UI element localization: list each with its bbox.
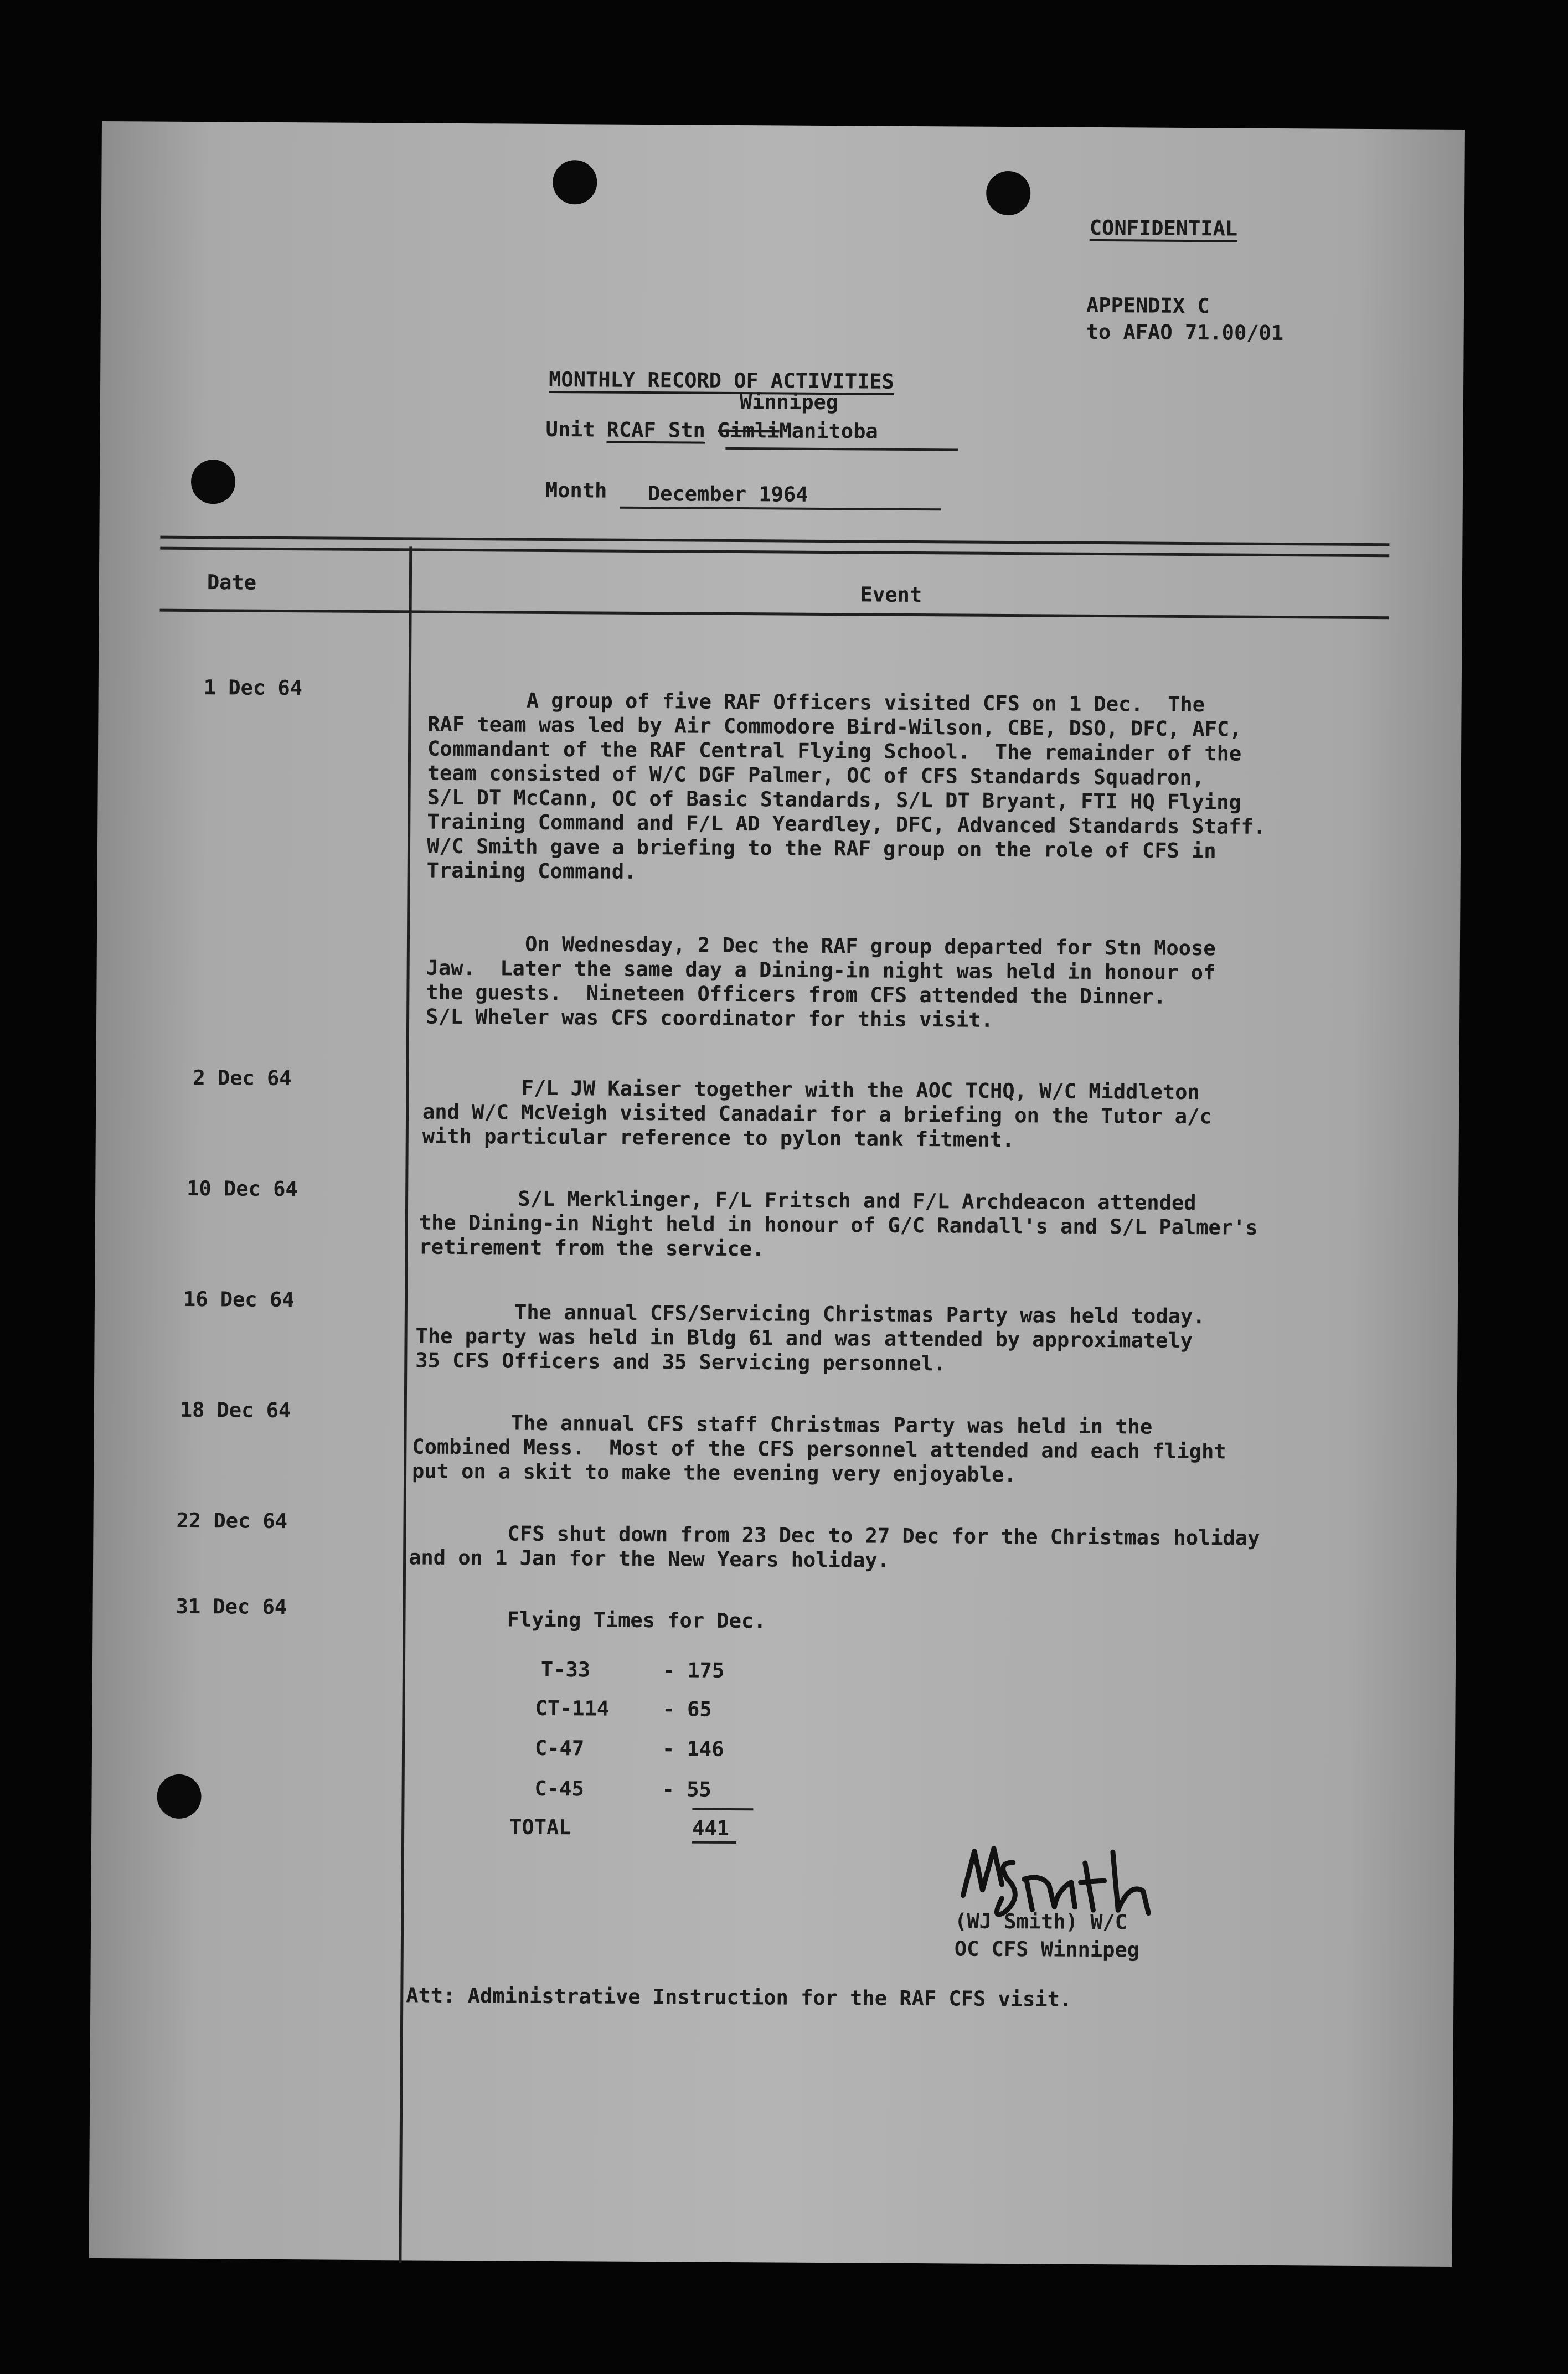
appendix-line-2: to AFAO 71.00/01 [1086, 319, 1284, 345]
signature-title: OC CFS Winnipeg [954, 1937, 1140, 1962]
unit-struck: Gimli [717, 418, 780, 443]
total-value: 441 [692, 1816, 730, 1840]
total-label: TOTAL [509, 1815, 571, 1840]
month-value: December 1964 [647, 482, 808, 507]
month-label: Month [545, 478, 607, 503]
attachment-note: Att: Administrative Instruction for the RAF CFS visit. [406, 1983, 1072, 2011]
flying-times-aircraft: C-47 [534, 1736, 585, 1761]
entry-event: CFS shut down from 23 Dec to 27 Dec for the Christmas holiday and on 1 Jan for the New Years holiday. [409, 1521, 1260, 1572]
flying-times-hours: - 175 [662, 1658, 725, 1683]
month-underline [620, 507, 941, 511]
flying-times-hours: - 146 [662, 1737, 724, 1761]
header-rule-top-2 [160, 547, 1389, 558]
header-rule-bottom [160, 609, 1389, 620]
flying-times-hours: - 55 [662, 1777, 711, 1802]
punch-hole-top-right [986, 171, 1030, 215]
unit-value [606, 418, 878, 443]
flying-times-aircraft: T-33 [540, 1657, 591, 1682]
flying-times-hours: - 65 [662, 1697, 712, 1721]
entry-event: The annual CFS/Servicing Christmas Party was held today. The party was held in Bldg 61 and was attended by approximately 35 CFS Officers and 35 Servicing personnel. [415, 1299, 1205, 1376]
entry-date: 1 Dec 64 [203, 675, 303, 700]
punch-hole-left-upper [191, 460, 235, 504]
signature-name: (WJ Smith) W/C [955, 1909, 1128, 1934]
total-underline [692, 1841, 736, 1844]
entry-event: Flying Times for Dec. [408, 1607, 766, 1633]
entry-date: 2 Dec 64 [193, 1066, 292, 1091]
entry-date: 18 Dec 64 [179, 1397, 291, 1423]
entry-event: On Wednesday, 2 Dec the RAF group departed for Stn Moose Jaw. Later the same day a Dining-in night was held in honour of the guests. Nineteen Officers from CFS attended the Dinner. S/L Wheler was CFS coordinator for this visit. [426, 931, 1216, 1032]
unit-underline [725, 447, 958, 451]
entry-date: 10 Dec 64 [187, 1176, 298, 1201]
entry-event: A group of five RAF Officers visited CFS on 1 Dec. The RAF team was led by Air Commodore Bird-Wilson, CBE, DSO, DFC, AFC, Commandant of the RAF Central Flying School. The remainder of the team consisted of W/C DGF Palmer, OC of CFS Standards Squadron, S/L DT McCann, OC of Basic Standards, S/L DT Bryant, FTI HQ Flying Training Command and F/L AD Yeardley, DFC, Advanced Standards Staff. W/C Smith gave a briefing to the RAF group on the role of CFS in Training Command. [426, 688, 1266, 884]
entry-event: The annual CFS staff Christmas Party was held in the Combined Mess. Most of the CFS personnel attended and each flight put on a skit to make the evening very enjoyable. [411, 1410, 1226, 1487]
appendix-line-1: APPENDIX C [1086, 293, 1210, 318]
punch-hole-top-left [553, 160, 597, 204]
entry-date: 22 Dec 64 [176, 1508, 288, 1534]
record-title: MONTHLY RECORD OF ACTIVITIES [549, 367, 895, 394]
confidential-marking: CONFIDENTIAL [1089, 215, 1238, 241]
date-column-header: Date [207, 570, 257, 595]
unit-label: Unit [545, 417, 595, 442]
header-rule-top-1 [160, 536, 1389, 546]
unit-prefix: RCAF Stn [606, 417, 705, 442]
entry-event: F/L JW Kaiser together with the AOC TCHQ, W/C Middleton and W/C McVeigh visited Canadair for a briefing on the Tutor a/c with particular reference to pylon tank fitment. [422, 1075, 1212, 1152]
flying-times-aircraft: CT-114 [535, 1696, 610, 1721]
entry-date: 31 Dec 64 [176, 1594, 287, 1619]
entry-event: S/L Merklinger, F/L Fritsch and F/L Archdeacon attended the Dining-in Night held in honour of G/C Randall's and S/L Palmer's retirement from the service. [419, 1186, 1258, 1261]
entry-date: 16 Dec 64 [183, 1287, 295, 1312]
punch-hole-left-lower [157, 1774, 201, 1819]
flying-times-aircraft: C-45 [534, 1776, 584, 1801]
unit-suffix: Manitoba [779, 419, 878, 443]
document-sheet [89, 121, 1465, 2267]
unit-insert-above: Winnipeg [739, 390, 839, 415]
total-rule [692, 1808, 753, 1811]
event-column-header: Event [860, 582, 922, 607]
